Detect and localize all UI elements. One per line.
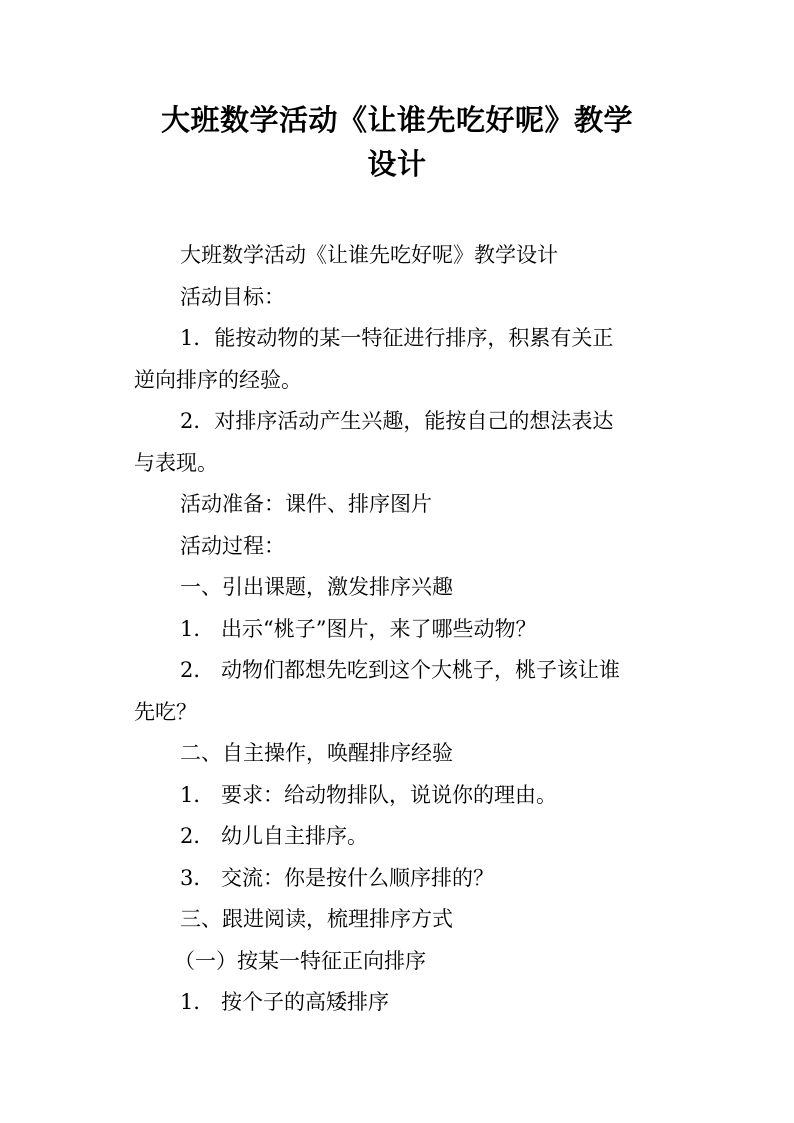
paragraph-goal-2: 2．对排序活动产生兴趣，能按自己的想法表达	[180, 409, 614, 433]
paragraph-goal-1: 1．能按动物的某一特征进行排序，积累有关正	[180, 326, 614, 350]
document-body	[134, 235, 662, 1024]
paragraph-subsection-1: （一）按某一特征正向排序	[174, 948, 426, 973]
paragraph-section-3: 三、跟进阅读，梳理排序方式	[180, 907, 453, 931]
paragraph-goal-1-cont: 逆向排序的经验。	[134, 367, 302, 392]
paragraph-step-2-2: 2． 幼儿自主排序。	[180, 824, 369, 848]
paragraph-step-1-2: 2． 动物们都想先吃到这个大桃子，桃子该让谁	[180, 658, 621, 682]
paragraph-section-1: 一、引出课题，激发排序兴趣	[180, 575, 453, 599]
paragraph-step-1-1: 1． 出示“桃子”图片，来了哪些动物？	[180, 616, 537, 641]
title-line-2: 设计	[367, 147, 427, 181]
paragraph-section-2: 二、自主操作，唤醒排序经验	[180, 741, 453, 765]
paragraph-heading: 大班数学活动《让谁先吃好呢》教学设计	[180, 243, 558, 267]
paragraph-goal-2-cont: 与表现。	[134, 450, 218, 475]
paragraph-step-2-3: 3． 交流：你是按什么顺序排的？	[180, 865, 495, 890]
paragraph-step-1-2-cont: 先吃？	[134, 699, 197, 724]
paragraph-preparation: 活动准备：课件、排序图片	[180, 492, 432, 516]
title-line-1: 大班数学活动《让谁先吃好呢》教学	[160, 103, 633, 137]
paragraph-step-3-1: 1． 按个子的高矮排序	[180, 990, 390, 1014]
paragraph-step-2-1: 1． 要求：给动物排队，说说你的理由。	[180, 782, 558, 807]
paragraph-activity-goals: 活动目标：	[180, 284, 285, 309]
document-title	[120, 98, 674, 186]
paragraph-process: 活动过程：	[180, 533, 285, 558]
